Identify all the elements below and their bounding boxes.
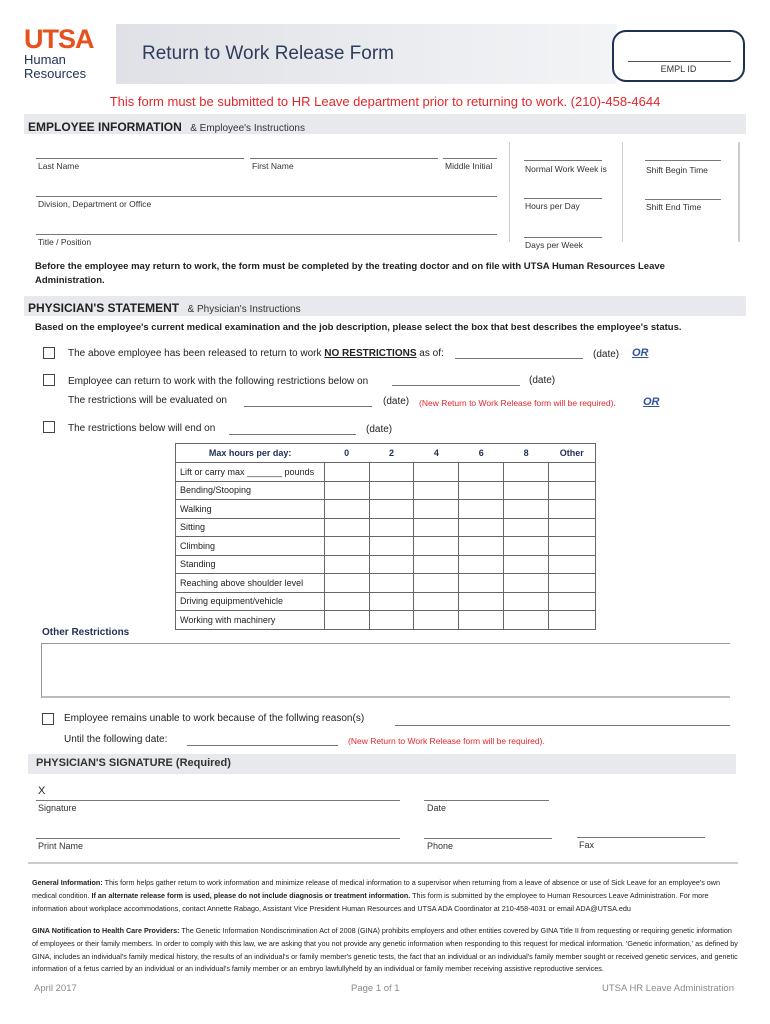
- empl-id-box[interactable]: [612, 30, 745, 82]
- new-form-required-note-2: (New Return to Work Release form will be required).: [348, 736, 545, 746]
- table-cell[interactable]: [414, 481, 459, 500]
- row-label-walking: Walking: [176, 500, 325, 519]
- footer-dept: UTSA HR Leave Administration: [602, 983, 735, 994]
- table-cell[interactable]: [504, 611, 549, 630]
- table-cell[interactable]: [414, 537, 459, 556]
- vertical-separator-3: [738, 142, 740, 242]
- section-divider: [28, 862, 738, 864]
- print-name-field[interactable]: [36, 838, 400, 839]
- date-label-1: (date): [593, 349, 620, 360]
- table-cell[interactable]: [324, 592, 369, 611]
- table-cell[interactable]: [504, 500, 549, 519]
- with-restrictions-checkbox[interactable]: [43, 374, 55, 386]
- table-cell[interactable]: [369, 518, 414, 537]
- table-cell[interactable]: [549, 537, 596, 556]
- table-cell[interactable]: [459, 592, 504, 611]
- row-label-bending: Bending/Stooping: [176, 481, 325, 500]
- employee-heading-text: EMPLOYEE INFORMATION: [28, 120, 182, 134]
- normal-work-week-label: Normal Work Week is: [525, 164, 607, 174]
- days-per-week-label: Days per Week: [525, 240, 583, 250]
- table-cell[interactable]: [324, 500, 369, 519]
- header-6: 6: [459, 444, 504, 463]
- table-cell[interactable]: [549, 555, 596, 574]
- or-label-1: OR: [632, 347, 649, 359]
- footer-date: April 2017: [34, 983, 77, 994]
- option-2-eval-text: The restrictions will be evaluated on: [68, 395, 227, 406]
- restrictions-table: [175, 443, 596, 630]
- physician-statement-heading: [28, 299, 301, 317]
- table-row: [176, 500, 596, 519]
- footer-page: Page 1 of 1: [351, 983, 400, 994]
- option-1-main: The above employee has been released to return to work: [68, 348, 322, 359]
- middle-initial-field[interactable]: [443, 158, 497, 159]
- hours-per-day-label: Hours per Day: [525, 201, 580, 211]
- signature-field[interactable]: [36, 800, 400, 801]
- general-info-bold: If an alternate release form is used, please do not include diagnosis or treatment information.: [91, 890, 411, 900]
- evaluation-date-field[interactable]: [244, 406, 372, 407]
- table-cell[interactable]: [414, 500, 459, 519]
- row-label-driving: Driving equipment/vehicle: [176, 592, 325, 611]
- form-title: Return to Work Release Form: [142, 43, 395, 64]
- table-row: [176, 481, 596, 500]
- table-cell[interactable]: [324, 481, 369, 500]
- fax-label: Fax: [579, 840, 595, 850]
- table-cell[interactable]: [369, 574, 414, 593]
- vertical-separator-1: [509, 142, 510, 242]
- logo-subtitle: [24, 53, 86, 81]
- employee-note: Before the employee may return to work, the form must be completed by the treating doctor and on file with UTSA Human Resources Leave Administration.: [35, 261, 665, 286]
- table-cell[interactable]: [549, 611, 596, 630]
- no-restrictions-date-field[interactable]: [455, 358, 583, 359]
- table-cell[interactable]: [459, 611, 504, 630]
- table-row: [176, 555, 596, 574]
- signature-label: Signature: [38, 803, 77, 813]
- or-label-2: OR: [643, 396, 660, 408]
- table-cell[interactable]: [369, 611, 414, 630]
- header-8: 8: [504, 444, 549, 463]
- option-3-text: The restrictions below will end on: [68, 423, 216, 434]
- last-name-field[interactable]: [36, 158, 244, 159]
- empl-id-line: [628, 61, 731, 62]
- table-cell[interactable]: [504, 592, 549, 611]
- last-name-label: Last Name: [38, 161, 80, 171]
- days-per-week-field[interactable]: [524, 237, 602, 238]
- other-restrictions-textarea[interactable]: [41, 643, 730, 698]
- hours-per-day-field[interactable]: [524, 198, 602, 199]
- date-field[interactable]: [424, 800, 549, 801]
- employee-info-heading: [28, 118, 305, 136]
- table-cell[interactable]: [369, 463, 414, 482]
- date-label: Date: [427, 803, 447, 813]
- row-label-lift: Lift or carry max _______ pounds: [176, 463, 325, 482]
- table-header-row: [176, 444, 596, 463]
- unable-reason-field[interactable]: [395, 725, 730, 726]
- table-cell[interactable]: [504, 555, 549, 574]
- no-restrictions-label: NO RESTRICTIONS: [324, 348, 417, 359]
- table-cell[interactable]: [369, 500, 414, 519]
- gina-notification: [32, 925, 738, 976]
- physician-heading-text: PHYSICIAN'S STATEMENT: [28, 301, 180, 315]
- shift-end-label: Shift End Time: [646, 202, 702, 212]
- table-cell[interactable]: [324, 518, 369, 537]
- table-row: [176, 518, 596, 537]
- middle-initial-label: Middle Initial: [445, 161, 493, 171]
- row-label-machinery: Working with machinery: [176, 611, 325, 630]
- table-cell[interactable]: [414, 592, 459, 611]
- table-cell[interactable]: [504, 518, 549, 537]
- employee-subheading-text: & Employee's Instructions: [190, 123, 305, 134]
- table-row: [176, 537, 596, 556]
- logo-sub-human: Human: [24, 52, 66, 67]
- option-1-text: [68, 348, 444, 359]
- shift-end-field[interactable]: [645, 199, 721, 200]
- table-cell[interactable]: [324, 463, 369, 482]
- table-cell[interactable]: [414, 611, 459, 630]
- header-4: 4: [414, 444, 459, 463]
- row-label-sitting: Sitting: [176, 518, 325, 537]
- table-cell[interactable]: [414, 518, 459, 537]
- submission-warning: This form must be submitted to HR Leave department prior to returning to work. (210)-458-4644: [109, 94, 661, 109]
- print-name-label: Print Name: [38, 841, 84, 851]
- table-row: [176, 463, 596, 482]
- signature-x-mark: X: [38, 785, 46, 797]
- header-max-hours: Max hours per day:: [176, 444, 325, 463]
- restrictions-end-checkbox[interactable]: [43, 421, 55, 433]
- table-cell[interactable]: [414, 463, 459, 482]
- restrictions-end-date-field[interactable]: [229, 434, 356, 435]
- table-cell[interactable]: [414, 574, 459, 593]
- until-date-text: Until the following date:: [64, 734, 168, 745]
- table-cell[interactable]: [549, 481, 596, 500]
- table-cell[interactable]: [369, 481, 414, 500]
- table-row: [176, 611, 596, 630]
- date-label-2: (date): [529, 375, 556, 386]
- row-label-climbing: Climbing: [176, 537, 325, 556]
- table-cell[interactable]: [324, 574, 369, 593]
- utsa-logo: UTSA: [24, 24, 94, 54]
- shift-begin-field[interactable]: [645, 160, 721, 161]
- empl-id-label: EMPL ID: [660, 64, 697, 74]
- table-cell[interactable]: [414, 555, 459, 574]
- shift-begin-label: Shift Begin Time: [646, 165, 708, 175]
- table-cell[interactable]: [549, 574, 596, 593]
- fax-field[interactable]: [577, 837, 705, 838]
- table-cell[interactable]: [459, 555, 504, 574]
- table-cell[interactable]: [369, 555, 414, 574]
- normal-work-week-field[interactable]: [524, 160, 602, 161]
- row-label-standing: Standing: [176, 555, 325, 574]
- table-cell[interactable]: [459, 518, 504, 537]
- table-cell[interactable]: [324, 611, 369, 630]
- table-cell[interactable]: [549, 518, 596, 537]
- new-form-required-note: (New Return to Work Release form will be required).: [419, 398, 616, 408]
- table-cell[interactable]: [459, 537, 504, 556]
- header-0: 0: [324, 444, 369, 463]
- table-cell[interactable]: [324, 537, 369, 556]
- general-info-label: General Information:: [32, 878, 103, 887]
- option-2-text: Employee can return to work with the following restrictions below on: [68, 376, 369, 387]
- gina-label: GINA Notification to Health Care Providers:: [32, 926, 180, 935]
- with-restrictions-date-field[interactable]: [392, 385, 520, 386]
- date-label-4: (date): [366, 424, 393, 435]
- table-cell[interactable]: [369, 592, 414, 611]
- table-cell[interactable]: [459, 574, 504, 593]
- row-label-reaching: Reaching above shoulder level: [176, 574, 325, 593]
- table-row: [176, 574, 596, 593]
- first-name-label: First Name: [252, 161, 294, 171]
- physician-intro: Based on the employee's current medical examination and the job description, please select the box that best describes the employee's status.: [35, 322, 682, 333]
- physician-subheading-text: & Physician's Instructions: [187, 304, 301, 315]
- general-information: [32, 877, 738, 915]
- no-restrictions-checkbox[interactable]: [43, 347, 55, 359]
- table-cell[interactable]: [504, 481, 549, 500]
- gina-text: The Genetic Information Nondiscrimination Act of 2008 (GINA) prohibits employers and other entities covered by GINA Title II from requesting or requiring genetic information of employees or their family members. In order to comply with this law, we are asking that you not provide any genetic information when responding to this request for medical information. 'Genetic information,' as defined by GINA, includes an individual's family medical history, the results of an individual's or family member's genetic tests, the fact that an individual or an individual's family member sought or received genetic services, and genetic information of a fetus carried by an individual or an individual's family member or an embryo lawfullyheld by an individual or family member receiving assistive reproductive services.: [32, 926, 738, 974]
- header-other: Other: [549, 444, 596, 463]
- phone-label: Phone: [427, 841, 454, 851]
- table-cell[interactable]: [504, 537, 549, 556]
- table-cell[interactable]: [504, 574, 549, 593]
- table-cell[interactable]: [459, 500, 504, 519]
- title-position-field[interactable]: [36, 234, 497, 235]
- signature-heading: PHYSICIAN'S SIGNATURE (Required): [36, 757, 231, 769]
- table-cell[interactable]: [549, 463, 596, 482]
- unable-to-work-text: Employee remains unable to work because of the follwing reason(s): [64, 713, 365, 724]
- general-info-text: This form helps gather return to work information and minimize release of medical information to a supervisor when returning from a leave of absence or use of Sick Leave for an employee's own medical condition.: [32, 878, 720, 900]
- other-restrictions-label: Other Restrictions: [42, 627, 130, 638]
- table-cell[interactable]: [459, 463, 504, 482]
- vertical-separator-2: [622, 142, 623, 242]
- division-field[interactable]: [36, 196, 497, 197]
- until-date-field[interactable]: [187, 745, 338, 746]
- table-cell[interactable]: [504, 463, 549, 482]
- phone-field[interactable]: [424, 838, 552, 839]
- general-info-text-2: This form is submitted by the employee to Human Resources Leave Administration. For more information about workplace accommodations, contact Annette Rabago, Assistant Vice President Human Resources and UTSA ADA Coordinator at 210-458-4031 or email ADA@UTSA.edu: [32, 890, 709, 913]
- option-1-asof: as of:: [419, 348, 444, 359]
- table-cell[interactable]: [549, 592, 596, 611]
- table-cell[interactable]: [324, 555, 369, 574]
- table-cell[interactable]: [369, 537, 414, 556]
- division-label: Division, Department or Office: [38, 199, 152, 209]
- table-row: [176, 592, 596, 611]
- unable-to-work-checkbox[interactable]: [42, 713, 54, 725]
- header-2: 2: [369, 444, 414, 463]
- title-position-label: Title / Position: [38, 237, 92, 247]
- table-cell[interactable]: [549, 500, 596, 519]
- logo-sub-resources: Resources: [24, 66, 87, 81]
- table-cell[interactable]: [459, 481, 504, 500]
- first-name-field[interactable]: [250, 158, 438, 159]
- date-label-3: (date): [383, 396, 410, 407]
